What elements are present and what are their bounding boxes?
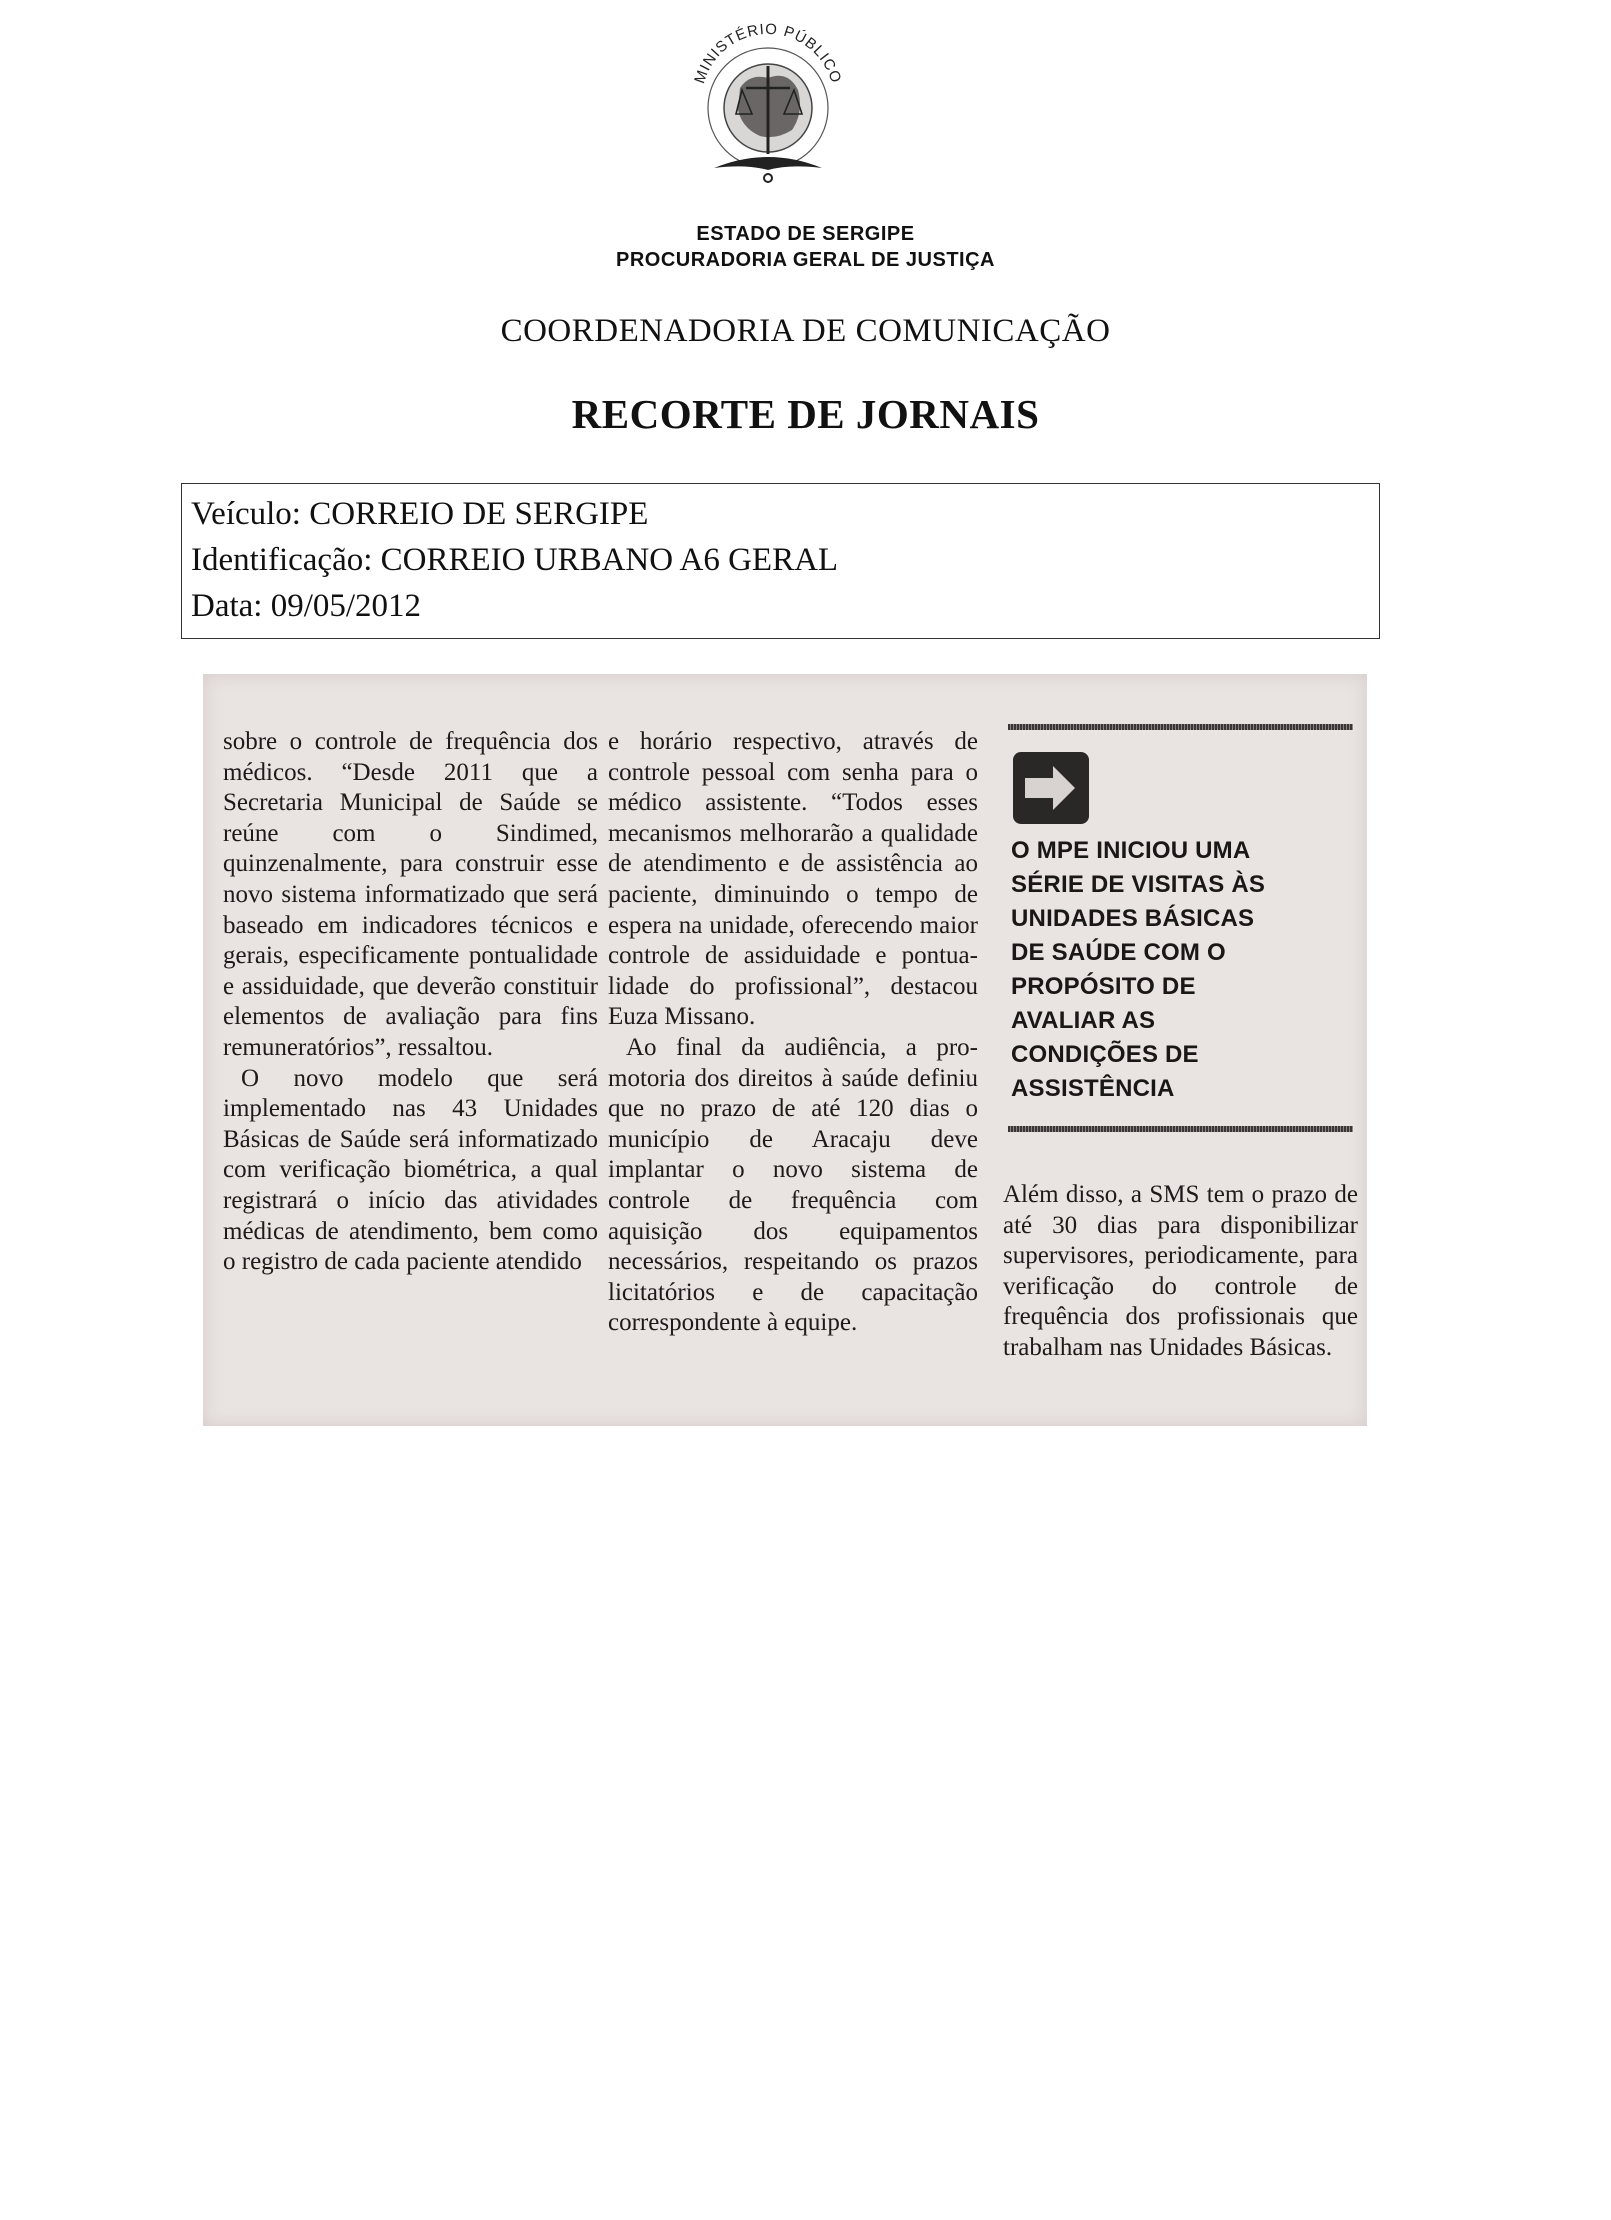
ministerio-publico-seal-icon — [680, 18, 856, 198]
agency-heading: PROCURADORIA GERAL DE JUSTIÇA — [616, 249, 995, 271]
department-heading: COORDENADORIA DE COMUNICAÇÃO — [500, 313, 1111, 349]
article-paragraph: sobre o controle de frequência dos médicos. “Desde 2011 que a Secretaria Municipal de Saúde se reúne com o Sindimed, quinzenalmente, para construir esse novo sistema informatizado que será baseado em indicadores técnicos e gerais, especificamente pontualidade e assiduidade, que deverão constituir elementos de avaliação para fins remuneratórios”, ressaltou. — [223, 728, 598, 1061]
sidebar-rule-top — [1008, 724, 1353, 730]
pull-quote: O MPE INICIOU UMA SÉRIE DE VISITAS ÀS UNIDADES BÁSICAS DE SAÚDE COM O PROPÓSITO DE AVALIAR AS CONDIÇÕES DE ASSISTÊNCIA — [1011, 837, 1266, 1102]
sidebar-rule-bottom — [1008, 1126, 1353, 1132]
info-data: Data: 09/05/2012 — [191, 588, 422, 624]
article-column-1 — [223, 727, 598, 1278]
newspaper-clipping — [203, 674, 1367, 1426]
document-title: RECORTE DE JORNAIS — [571, 391, 1040, 437]
article-paragraph: Ao final da audiência, a promotoria dos direitos à saúde definiu que no prazo de até 120 dias o município de Aracaju deve implantar o novo sistema de controle de frequência com aquisição dos equipamentos necessários, respeitando os prazos licitatórios e de capacitação correspondente à equipe. — [608, 1033, 978, 1337]
arrow-right-icon — [1013, 752, 1089, 824]
info-identificacao: Identificação: CORREIO URBANO A6 GERAL — [191, 542, 839, 578]
info-veiculo: Veículo: CORREIO DE SERGIPE — [191, 496, 649, 532]
info-box — [181, 483, 1380, 639]
article-paragraph: e horário respectivo, através de controle pessoal com senha para o médico assistente. “Todos esses mecanismos melhorarão a qualidade de atendimento e de assistência ao paciente, diminuindo o tempo de espera na unidade, oferecendo maior controle de assiduidade e pontualidade do profissional”, destacou Euza Missano. — [608, 728, 978, 1031]
article-paragraph: Além disso, a SMS tem o prazo de até 30 dias para disponibilizar supervisores, periodicamente, para verificação do controle de frequência dos profissionais que trabalham nas Unidades Básicas. — [1003, 1181, 1358, 1361]
article-paragraph: O novo modelo que será implementado nas 43 Unidades Básicas de Saúde será informatizado com verificação biométrica, a qual registrará o início das atividades médicas de atendimento, bem como o registro de cada paciente atendido — [223, 1064, 598, 1276]
article-column-2 — [608, 727, 978, 1339]
state-heading: ESTADO DE SERGIPE — [696, 223, 915, 245]
seal-text: MINISTÉRIO PÚBLICO — [691, 20, 845, 86]
